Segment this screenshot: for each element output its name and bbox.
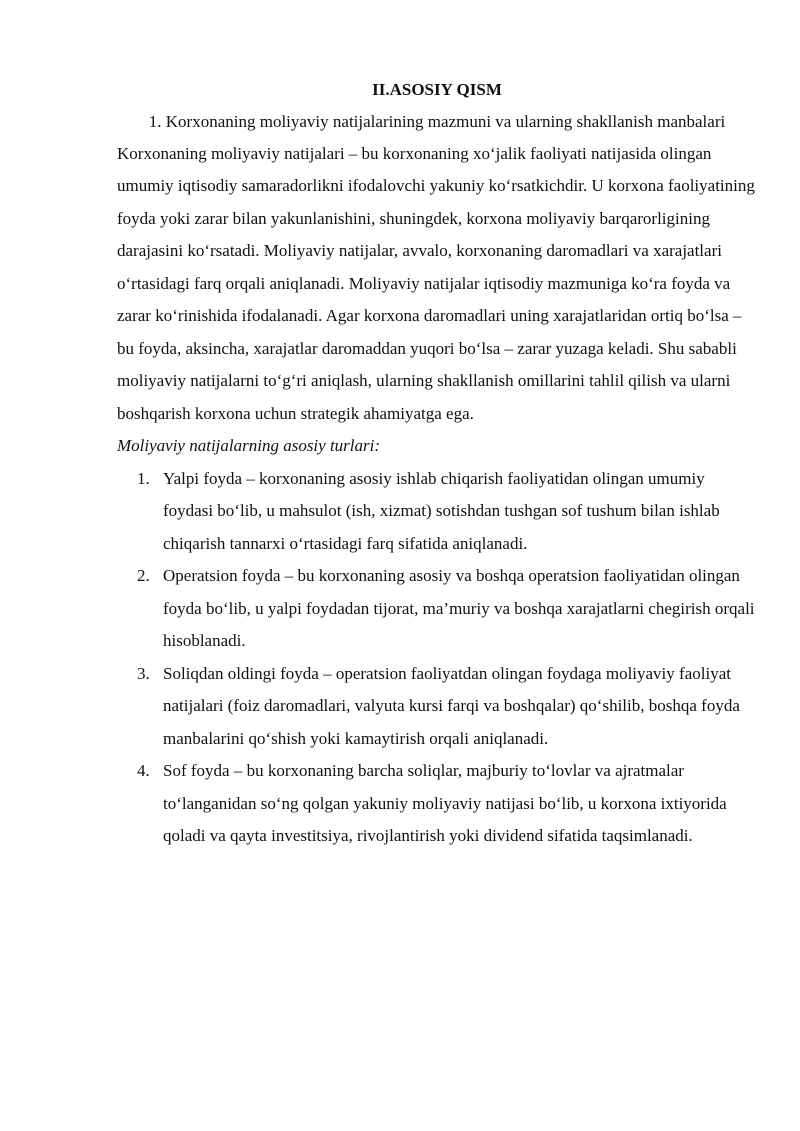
list-item — [117, 463, 757, 561]
list-item-number: 1. — [137, 468, 150, 488]
list-item — [117, 658, 757, 756]
list-item-text: Soliqdan oldingi foyda – operatsion faoliyatdan olingan foydaga moliyaviy faoliyat natijalari (foiz daromadlari, valyuta kursi farqi va boshqalar) qo‘shilib, boshqa foyda manbalarini qo‘shish yoki kamaytirish orqali aniqlanadi. — [163, 663, 740, 748]
list-item — [117, 560, 757, 658]
intro-paragraph: Korxonaning moliyaviy natijalari – bu korxonaning xo‘jalik faoliyati natijasida olingan umumiy iqtisodiy samaradorlikni ifodalovchi yakuniy ko‘rsatkichdir. U korxona faoliyatining foyda yoki zarar bilan yakunlanishini, shuningdek, korxona moliyaviy barqarorligining darajasini ko‘rsatadi. Moliyaviy natijalar, avvalo, korxonaning daromadlari va xarajatlari o‘rtasidagi farq orqali aniqlanadi. Moliyaviy natijalar iqtisodiy mazmuniga ko‘ra foyda va zarar ko‘rinishida ifodalanadi. Agar korxona daromadlari uning xarajatlaridan ortiq bo‘lsa – bu foyda, aksincha, xarajatlar daromaddan yuqori bo‘lsa – zarar yuzaga keladi. Shu sababli moliyaviy natijalarni to‘g‘ri aniqlash, ularning shakllanish omillarini tahlil qilish va ularni boshqarish korxona uchun strategik ahamiyatga ega. — [117, 143, 755, 423]
document-page — [117, 74, 757, 853]
list-item-text: Operatsion foyda – bu korxonaning asosiy va boshqa operatsion faoliyatidan olingan foyda bo‘lib, u yalpi foydadan tijorat, ma’muriy va boshqa xarajatlarni chegirish orqali hisoblanadi. — [163, 566, 755, 650]
list-item-text: Sof foyda – bu korxonaning barcha soliqlar, majburiy to‘lovlar va ajratmalar to‘langanidan so‘ng qolgan yakuniy moliyaviy natijasi bo‘lib, u korxona ixtiyorida qoladi va qayta investitsiya, rivojlantirish yoki dividend sifatida taqsimlanadi. — [163, 761, 727, 845]
list-item-number: 3. — [137, 663, 150, 683]
section-heading: II.ASOSIY QISM — [372, 80, 502, 99]
list-item-number: 2. — [137, 566, 150, 585]
section-subheading: 1. Korxonaning moliyaviy natijalarining mazmuni va ularning shakllanish manbalari — [148, 112, 726, 131]
list-item — [117, 755, 757, 853]
types-title: Moliyaviy natijalarning asosiy turlari: — [117, 436, 381, 455]
types-list — [117, 463, 757, 853]
list-item-number: 4. — [137, 761, 150, 780]
list-item-text: Yalpi foyda – korxonaning asosiy ishlab chiqarish faoliyatidan olingan umumiy foydasi bo‘lib, u mahsulot (ish, xizmat) sotishdan tushgan sof tushum bilan ishlab chiqarish tannarxi o‘rtasidagi farq sifatida aniqlanadi. — [163, 468, 720, 553]
